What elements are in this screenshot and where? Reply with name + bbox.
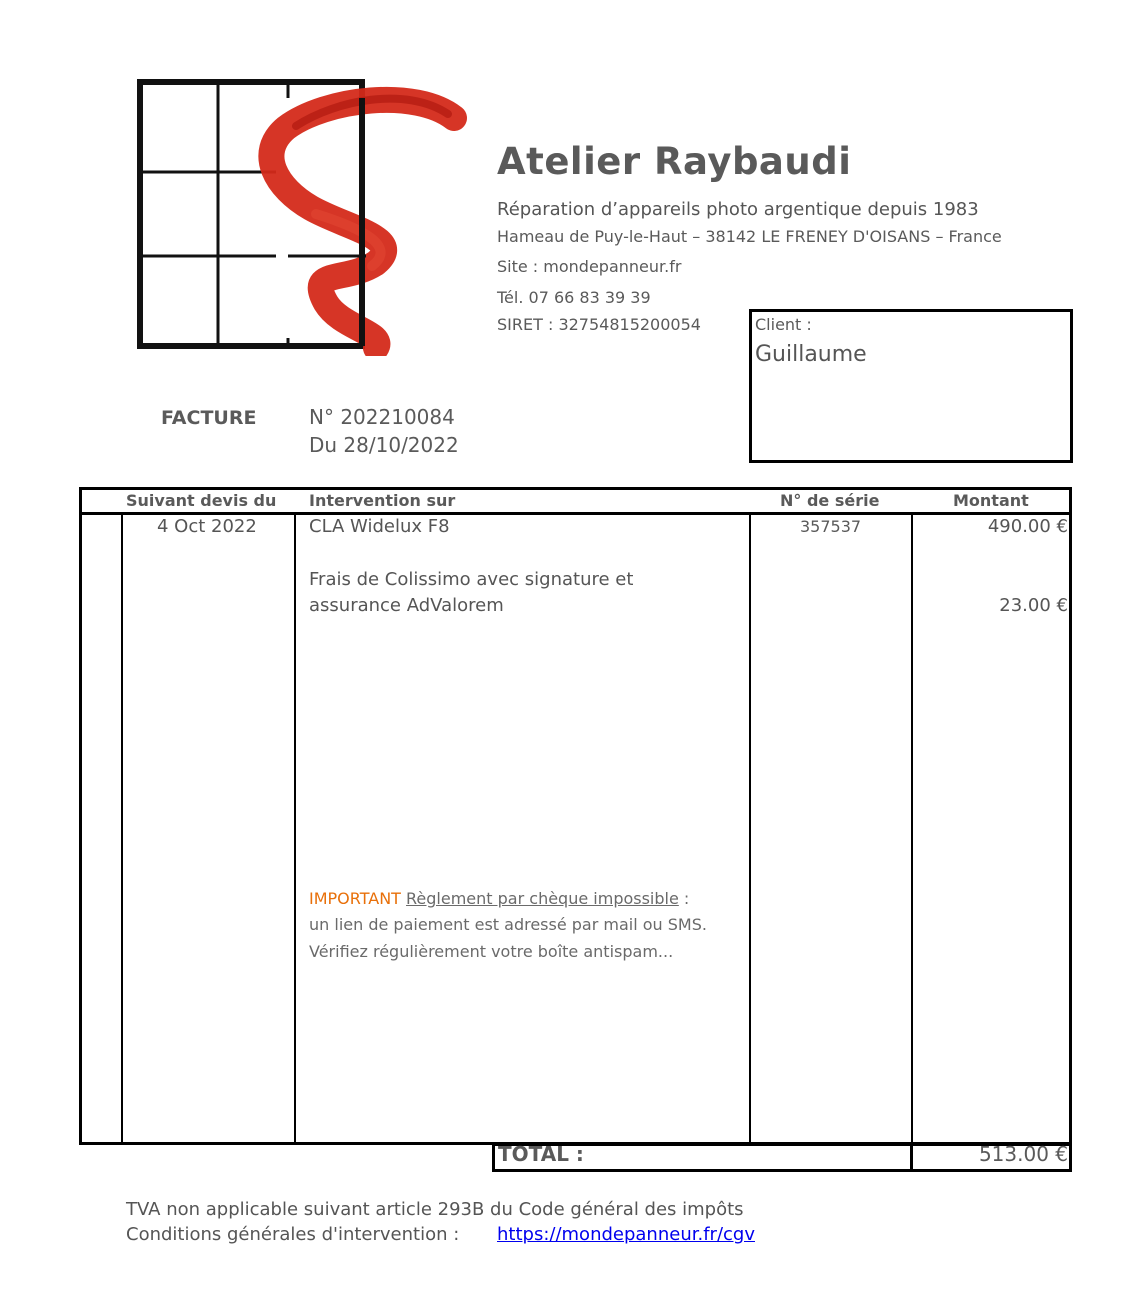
important-label: IMPORTANT <box>309 889 401 908</box>
header-serie: N° de série <box>780 491 880 510</box>
note-colon: : <box>678 889 690 908</box>
row2-montant: 23.00 € <box>999 595 1068 616</box>
header-montant: Montant <box>953 491 1029 510</box>
client-name: Guillaume <box>755 342 867 367</box>
invoice-date: Du 28/10/2022 <box>309 433 459 457</box>
column-divider <box>294 515 296 1145</box>
row1-devis-date: 4 Oct 2022 <box>157 516 257 537</box>
total-divider <box>910 1143 913 1172</box>
client-label: Client : <box>755 315 812 334</box>
row2-intervention-line1: Frais de Colissimo avec signature et <box>309 569 634 590</box>
column-divider <box>749 515 751 1145</box>
cgv-label: Conditions générales d'intervention : <box>126 1224 460 1245</box>
company-siret: SIRET : 32754815200054 <box>497 315 701 334</box>
column-divider <box>911 515 913 1145</box>
cgv-link[interactable]: https://mondepanneur.fr/cgv <box>497 1224 755 1245</box>
column-divider <box>121 515 123 1145</box>
header-devis: Suivant devis du <box>126 491 277 510</box>
company-tagline: Réparation d’appareils photo argentique depuis 1983 <box>497 199 979 220</box>
payment-note-line1 <box>309 889 689 908</box>
invoice-number: N° 202210084 <box>309 405 455 429</box>
header-intervention: Intervention sur <box>309 491 456 510</box>
company-address: Hameau de Puy-le-Haut – 38142 LE FRENEY D'OISANS – France <box>497 227 1002 246</box>
company-logo <box>136 78 468 356</box>
invoice-label: FACTURE <box>161 407 257 429</box>
company-phone: Tél. 07 66 83 39 39 <box>497 288 651 307</box>
total-label: TOTAL : <box>498 1142 584 1166</box>
row1-serie: 357537 <box>800 517 862 536</box>
row1-intervention: CLA Widelux F8 <box>309 516 450 537</box>
company-site: Site : mondepanneur.fr <box>497 257 682 276</box>
no-cheque-notice: Règlement par chèque impossible <box>406 889 679 908</box>
payment-note-line3: Vérifiez régulièrement votre boîte antispam... <box>309 942 674 961</box>
row2-intervention-line2: assurance AdValorem <box>309 595 504 616</box>
payment-note-line2: un lien de paiement est adressé par mail ou SMS. <box>309 915 707 934</box>
table-header-divider <box>79 512 1072 515</box>
total-amount: 513.00 € <box>978 1142 1068 1166</box>
tva-notice: TVA non applicable suivant article 293B du Code général des impôts <box>126 1199 744 1220</box>
row1-montant: 490.00 € <box>987 516 1068 537</box>
company-name: Atelier Raybaudi <box>497 140 852 183</box>
